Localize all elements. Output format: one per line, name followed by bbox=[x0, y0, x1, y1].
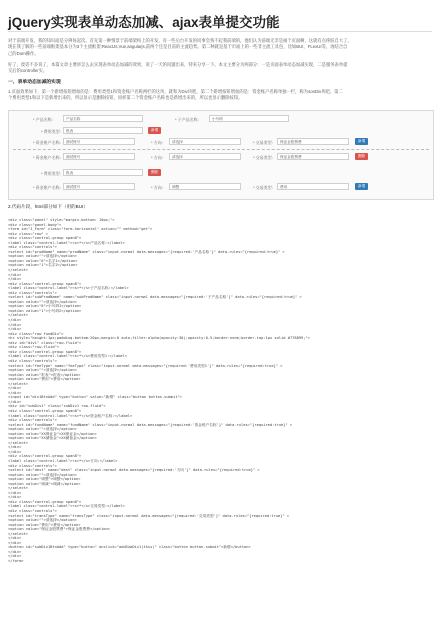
code-line: <option value="XX保证金">XX保证金</option> bbox=[8, 431, 97, 436]
section-heading-1: 一、表单动态加减的实现 bbox=[8, 80, 61, 85]
code-line: <div class="controls"> bbox=[8, 509, 57, 513]
code-line: <div id="subDiv1" class="subDiv1 row-fluid"> bbox=[8, 404, 106, 409]
intro-line: 己的Dom操作。 bbox=[8, 50, 39, 56]
fund-name-label: * 资金账户名称: bbox=[33, 155, 61, 160]
add-fund-button[interactable]: 新增 bbox=[355, 138, 368, 145]
code-line: <option value="费用">费用</option> bbox=[8, 522, 81, 527]
code-line: <div id="div1" class="row-fluid"> bbox=[8, 340, 82, 345]
code-line: <option value="">请选择</option> bbox=[8, 427, 77, 432]
fee-type-label: * 费用类型: bbox=[41, 129, 61, 134]
code-line: </div> bbox=[8, 540, 22, 545]
add-fee-type-button[interactable]: 新增 bbox=[148, 127, 161, 134]
code-line: <div class="controls"> bbox=[8, 245, 57, 250]
code-line: <option value="1">名字2</option> bbox=[8, 263, 78, 268]
code-block bbox=[8, 218, 432, 564]
code-line: <div class="controls"> bbox=[8, 463, 57, 468]
code-line: <div class="row fundDiv"> bbox=[8, 331, 64, 336]
code-line: </select> bbox=[8, 313, 28, 318]
fund-name-label: * 资金账户名称: bbox=[33, 185, 61, 190]
product-name-label: * 产品名称: bbox=[33, 117, 53, 122]
code-line: <label class="control-label"><s>*</s>交易类型:</label> bbox=[8, 504, 125, 509]
code-line: </div> bbox=[8, 445, 22, 450]
code-line: <option value="1">小号码2</option> bbox=[8, 308, 82, 313]
page-title: jQuery实现表单动态加减、ajax表单提交功能 bbox=[8, 15, 280, 30]
code-line: <option value="保证金股票费">保证金股票费</option> bbox=[8, 527, 110, 532]
section1-line: 个费用类型1和以下是新增出来的，所以显示是删除按钮，同样第二个资金账户名称也是新增出来的，所以也显示删除按钮。 bbox=[8, 95, 243, 101]
delete-fee-type-button[interactable]: 删除 bbox=[148, 169, 161, 176]
code-line: <div class="control-group span8"> bbox=[8, 349, 82, 354]
trans-type-select[interactable]: 保证金股票费 bbox=[277, 153, 349, 160]
code-line: </form> bbox=[8, 559, 24, 564]
product-name-select[interactable]: 产品名称 bbox=[63, 115, 143, 122]
intro-line: 好了，废话不多说了，本篇文章主要讲怎么去实现表单动态加减的效果，说了一天的问题出来，特来分享一下。本文主要分为两部分：一是页面表单动态加减实现，二是服务表单提 bbox=[8, 62, 348, 67]
code-line: <label class="control-label"><s>*</s>产品名称:</label> bbox=[8, 240, 125, 245]
form-row-fee-type bbox=[17, 127, 427, 136]
code-line: </div> bbox=[8, 390, 22, 395]
code-line: </select> bbox=[8, 268, 28, 273]
fee-type-select[interactable]: 报表 bbox=[63, 169, 143, 176]
code-line: <option value="调减">调减</option> bbox=[8, 481, 81, 486]
fund-name-select[interactable]: 测试账号 bbox=[63, 153, 135, 160]
direction-label: * 方向: bbox=[151, 185, 163, 190]
fee-type-select[interactable]: 报表 bbox=[63, 127, 143, 134]
code-line: <div class="control-group span8"> bbox=[8, 408, 82, 413]
code-line: <select id="subProdName" name="subProdName" class="input-normal data-messages="{required:'子产品名称'}" data-rules="{required:true}" > bbox=[8, 295, 302, 300]
direction-label: * 方向: bbox=[151, 155, 163, 160]
code-line: </div> bbox=[8, 490, 22, 495]
trans-type-label: * 交易类型: bbox=[253, 140, 273, 145]
code-line: </div> bbox=[8, 327, 22, 332]
intro-line: 交后的controller实。 bbox=[8, 68, 48, 74]
section-heading-2: 2.代码片段，html部分如下（用的BUI） bbox=[8, 204, 88, 209]
code-line: <button id="subDiv1BtnAdd" type="button" onclick="addSubDiv1(this)" class="button button-submit">新增</button> bbox=[8, 545, 251, 550]
code-line: <label class="control-label"><s>*</s>费用类型1:</label> bbox=[8, 354, 128, 359]
code-line: </div> bbox=[8, 318, 22, 323]
direction-select[interactable]: 请选择 bbox=[169, 138, 241, 145]
code-line: </select> bbox=[8, 486, 28, 491]
code-line: <option value="">请选择</option> bbox=[8, 299, 77, 304]
code-line: <div class="controls"> bbox=[8, 358, 57, 363]
code-line: </div> bbox=[8, 536, 22, 541]
code-line: </select> bbox=[8, 531, 28, 536]
code-line: <label class="control-label"><s>*</s>资金账户名称:</label> bbox=[8, 413, 133, 418]
trans-type-label: * 交易类型: bbox=[253, 185, 273, 190]
code-line: <select id="dest" name="dest" class="input-normal data-messages="{required:'方向'}" data-rules="{required:true}" > bbox=[8, 468, 260, 473]
section1-line: 1.页面效果如下，第一个新增按钮增加的是：费用类型1和资金账户名称两栏的这块，就和为Div块吧，第二个新增按钮增加的是：资金账户名称单独一栏，称为sonDiv块吧。第二 bbox=[8, 89, 343, 94]
code-line: <select id="transType" name="transType" class="input-normal data-messages="{required:'交易类型'}" data-rules="{required:true}" > bbox=[8, 513, 290, 518]
code-line: </div> bbox=[8, 554, 22, 559]
section1-paragraph bbox=[8, 89, 432, 102]
code-line: </div> bbox=[8, 549, 22, 554]
add-fund-button[interactable]: 新增 bbox=[355, 183, 368, 190]
trans-type-label: * 交易类型: bbox=[253, 155, 273, 160]
intro-paragraph bbox=[8, 38, 432, 57]
sub-product-name-select[interactable]: 小号码 bbox=[209, 115, 289, 122]
fee-type-label: * 费用类型: bbox=[41, 171, 61, 176]
code-line: </div> bbox=[8, 495, 22, 500]
code-line: <input id="div1BtnAdd" type="button" value="新增" class="button button-submit"> bbox=[8, 395, 182, 400]
code-line: <div class="controls"> bbox=[8, 290, 57, 295]
code-line: </select> bbox=[8, 440, 28, 445]
code-line: <option value="费用">费用</option> bbox=[8, 377, 81, 382]
code-line: <option value="0">名字1</option> bbox=[8, 258, 78, 263]
code-line: <select id="prodName" name="prodName" class="input-normal data-messages="{required:'产品名称'}" data-rules="{required:true}" > bbox=[8, 249, 285, 254]
code-line: <option value="">请选择</option> bbox=[8, 472, 77, 477]
direction-select[interactable]: 调整 bbox=[169, 183, 241, 190]
delete-fund-button[interactable]: 删除 bbox=[355, 153, 368, 160]
title-divider bbox=[8, 31, 432, 32]
code-line: <form id="J_Form" class="form-horizontal" action="" method="get"> bbox=[8, 227, 153, 232]
code-line: </div> bbox=[8, 386, 22, 391]
intro-paragraph-2 bbox=[8, 62, 432, 75]
fee-block-divider bbox=[13, 149, 429, 150]
intro-line: 现在我了解的一些前端框架基本分为3个主流框架:ReactJs,Vue,angularjs,前两个还是目前的主流趋势。第二种就是基于市面上的一些非主流工具包，比如BUI，FLexUI等，再结合自 bbox=[8, 44, 348, 50]
code-line: </div> bbox=[8, 449, 22, 454]
form-row-fund-3 bbox=[17, 183, 427, 192]
sub-product-name-label: * 子产品名称: bbox=[175, 117, 199, 122]
form-row-product bbox=[17, 115, 427, 124]
code-line: </div> bbox=[8, 322, 22, 327]
code-line: <option value="0">小号码1</option> bbox=[8, 304, 82, 309]
form-row-fund-1 bbox=[17, 138, 427, 147]
form-row-fee-type-2 bbox=[17, 169, 427, 178]
code-line: <div class="control-group span8"> bbox=[8, 454, 82, 459]
code-line: <div class="control-group span8"> bbox=[8, 281, 82, 286]
code-line: <select id="fundName" name="fundName" class="input-normal data-messages="{required:'资金账户名称'}" data-rules="{required:true}" > bbox=[8, 422, 293, 427]
trans-type-select[interactable]: 费用 bbox=[277, 183, 349, 190]
code-line: <option value="">请选择</option> bbox=[8, 518, 77, 523]
direction-select[interactable]: 请选择 bbox=[169, 153, 241, 160]
code-line: <div class="panel-body"> bbox=[8, 222, 62, 227]
code-line: <div class="controls"> bbox=[8, 418, 57, 423]
code-line: <option value="报表">报表</option> bbox=[8, 372, 81, 377]
code-line: </div> bbox=[8, 399, 22, 404]
intro-line: 对于前端开发，我的知识面是分辨每起次。首先第一种情景于前端架构上的开发，有一些后台开发的同事会熟不起我前端的，他们认为前端无非是画个页面啊，这就有点疼脏自大了。 bbox=[8, 38, 352, 43]
code-line: <div class="control-group span8"> bbox=[8, 499, 82, 504]
code-line: <div class="row" > bbox=[8, 231, 48, 236]
fund-name-label: * 资金账户名称: bbox=[33, 140, 61, 145]
code-line: </div> bbox=[8, 277, 22, 282]
form-demo-panel bbox=[8, 110, 434, 200]
direction-label: * 方向: bbox=[151, 140, 163, 145]
code-line: <option value="调整">调整</option> bbox=[8, 477, 81, 482]
code-line: <select id="feeType" name="feeType" class="input-normal data-messages="{required:'费用类型1'}" data-rules="{required:true}" > bbox=[8, 363, 283, 368]
code-line: <div class="control-group span8"> bbox=[8, 236, 82, 241]
code-line: <option value="">请选择</option> bbox=[8, 254, 77, 259]
fund-name-select[interactable]: 测试账号 bbox=[63, 183, 135, 190]
code-line: <div class="panel" style="margin-bottom: 10px;"> bbox=[8, 218, 115, 222]
trans-type-select[interactable]: 保证金股票费 bbox=[277, 138, 349, 145]
code-line: </div> bbox=[8, 272, 22, 277]
form-row-fund-2 bbox=[17, 153, 427, 162]
code-line: <hr style="height:1px;padding-bottom:20px;margin:0 auto;filter:alpha(opacity:30);opacity:0.5;border:none;border-top:1px solid #778899;"> bbox=[8, 336, 310, 341]
code-line: </select> bbox=[8, 381, 28, 386]
code-line: <label class="control-label"><s>*</s>子产品名称:</label> bbox=[8, 286, 129, 291]
fund-name-select[interactable]: 测试账号 bbox=[63, 138, 135, 145]
code-line: <label class="control-label"><s>*</s>方向:</label> bbox=[8, 458, 118, 463]
code-line: <option value="">请选择</option> bbox=[8, 368, 77, 373]
code-line: <option value="XX储备金">XX储备金</option> bbox=[8, 436, 97, 441]
code-line: <div class="row-fluid"> bbox=[8, 345, 60, 350]
